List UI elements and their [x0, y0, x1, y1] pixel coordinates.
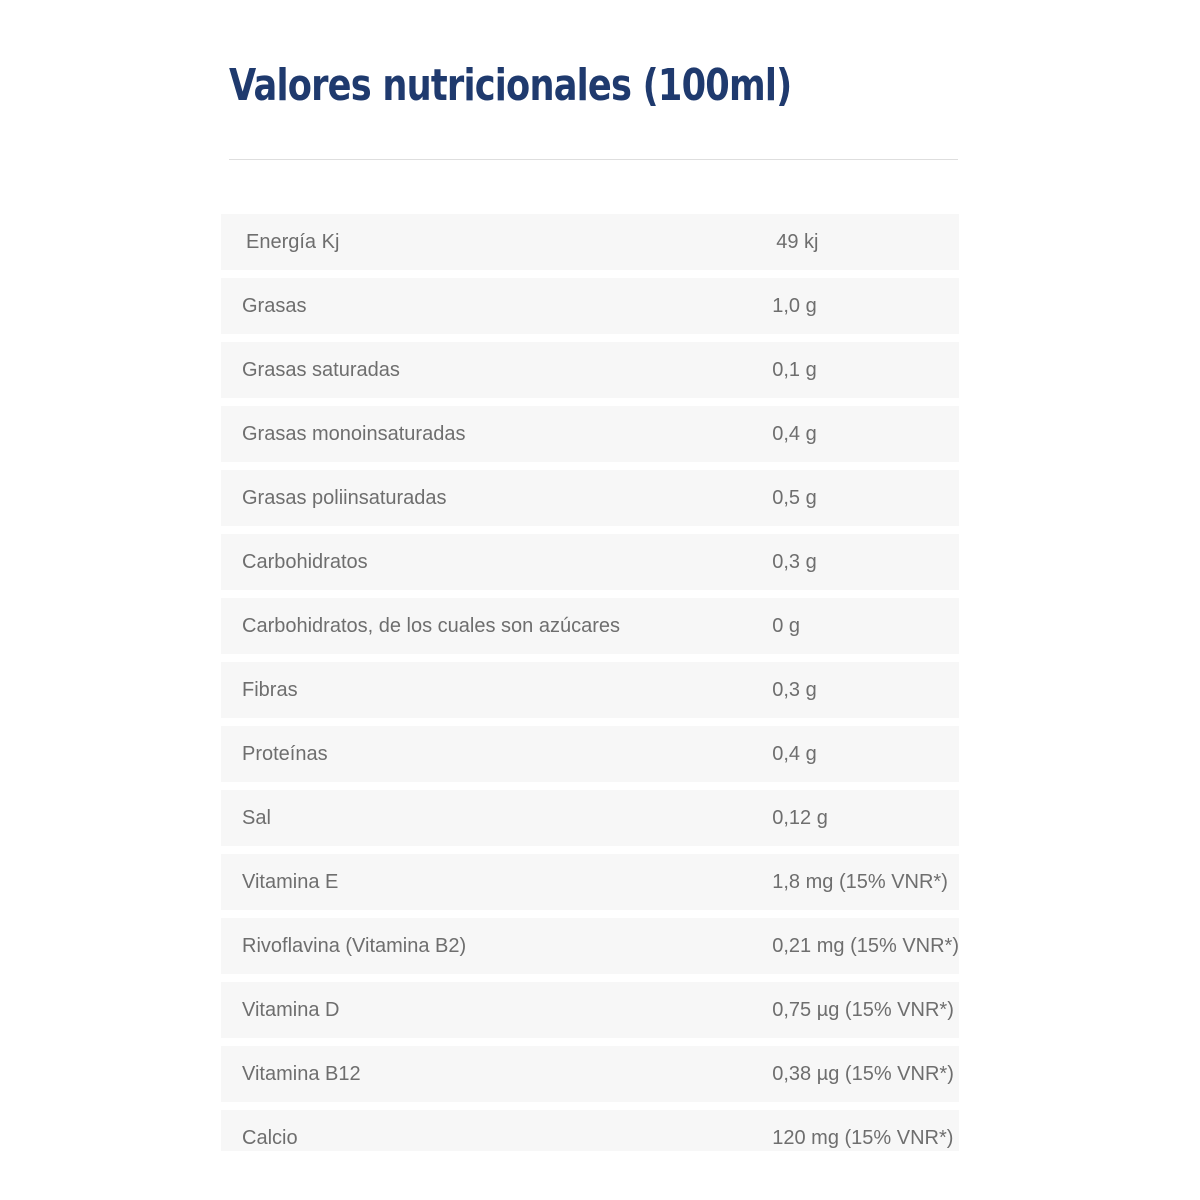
nutrient-value: 0,5 g: [755, 470, 959, 526]
nutrient-value: 0,12 g: [755, 790, 959, 846]
table-row: [221, 918, 959, 974]
nutrient-name: Vitamina D: [221, 982, 755, 1038]
table-row: [221, 662, 959, 718]
nutrient-value: 1,8 mg (15% VNR*): [755, 854, 959, 910]
nutrition-table: [221, 214, 959, 1151]
table-row: [221, 1046, 959, 1102]
nutrient-name: Rivoflavina (Vitamina B2): [221, 918, 755, 974]
nutrient-value: 0,4 g: [755, 726, 959, 782]
nutrient-value: 0,4 g: [755, 406, 959, 462]
nutrient-name: Fibras: [221, 662, 755, 718]
nutrient-value: 120 mg (15% VNR*): [755, 1110, 959, 1151]
nutrient-name: Grasas: [221, 278, 755, 334]
nutrient-value: 0,75 µg (15% VNR*): [755, 982, 959, 1038]
nutrient-value: 0,3 g: [755, 662, 959, 718]
nutrient-name: Carbohidratos: [221, 534, 755, 590]
nutrient-name: Vitamina B12: [221, 1046, 755, 1102]
table-row: [221, 406, 959, 462]
nutrient-name: Energía Kj: [221, 214, 755, 270]
nutrient-name: Sal: [221, 790, 755, 846]
table-row: [221, 534, 959, 590]
table-row: [221, 278, 959, 334]
nutrient-value: 0,3 g: [755, 534, 959, 590]
table-row: [221, 854, 959, 910]
nutrient-name: Proteínas: [221, 726, 755, 782]
nutrient-value: 1,0 g: [755, 278, 959, 334]
nutrient-name: Vitamina E: [221, 854, 755, 910]
nutrient-value: 49 kj: [755, 214, 959, 270]
nutrient-name: Calcio: [221, 1110, 755, 1151]
nutrient-value: 0,1 g: [755, 342, 959, 398]
nutrient-value: 0,38 µg (15% VNR*): [755, 1046, 959, 1102]
table-row: [221, 982, 959, 1038]
page-title: Valores nutricionales (100ml): [229, 60, 792, 111]
table-row: [221, 598, 959, 654]
nutrient-value: 0 g: [755, 598, 959, 654]
nutrient-value: 0,21 mg (15% VNR*): [755, 918, 959, 974]
table-row: [221, 470, 959, 526]
table-row: [221, 214, 959, 270]
table-row: [221, 790, 959, 846]
nutrient-name: Carbohidratos, de los cuales son azúcares: [221, 598, 755, 654]
nutrient-name: Grasas monoinsaturadas: [221, 406, 755, 462]
title-divider: [229, 159, 958, 160]
nutrition-table-container: [221, 214, 959, 1151]
nutrition-table-body: [221, 214, 959, 1151]
nutrient-name: Grasas saturadas: [221, 342, 755, 398]
table-row: [221, 726, 959, 782]
table-row: [221, 342, 959, 398]
table-row: [221, 1110, 959, 1151]
nutrient-name: Grasas poliinsaturadas: [221, 470, 755, 526]
